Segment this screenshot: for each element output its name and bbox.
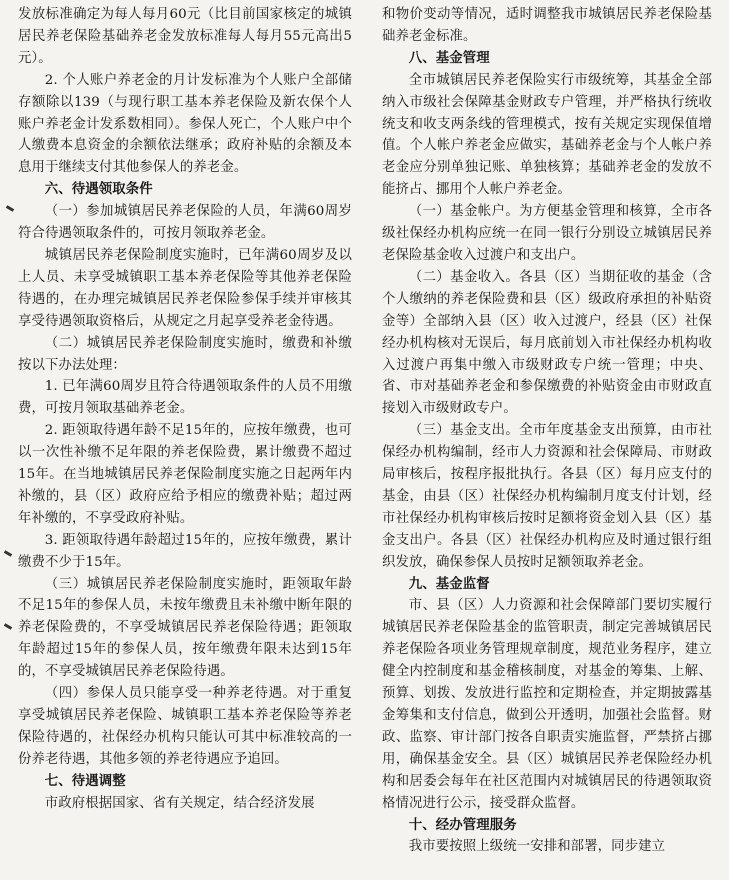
scan-mark bbox=[4, 623, 12, 630]
left-column bbox=[18, 4, 352, 815]
paragraph: （一）参加城镇居民养老保险的人员，年满60周岁符合待遇领取条件的，可按月领取养老金。 bbox=[18, 204, 352, 242]
paragraph: 和物价变动等情况，适时调整我市城镇居民养老保险基础养老金标准。 bbox=[382, 7, 712, 44]
paragraph: 市政府根据国家、省有关规定，结合经济发展 bbox=[44, 795, 315, 811]
paragraph: （一）基金帐户。为方便基金管理和核算，全市各级社保经办机构应统一在同一银行分别设立城镇居民养老保险基金收入过渡户和支出户。 bbox=[382, 204, 712, 263]
paragraph: （二）基金收入。各县（区）当期征收的基金（含个人缴纳的养老保险费和县（区）级政府承担的补贴资金等）全部纳入县（区）收入过渡户，经县（区）社保经办机构核对无误后，每月底前划入市社保经办机构收入过渡户再集中缴入市级财政专户统一管理；中央、省、市对基础养老金和参保缴费的补贴资金由市财政直接划入市级财政专户。 bbox=[382, 269, 712, 417]
section-heading: 八、基金管理 bbox=[408, 50, 490, 66]
paragraph: （三）城镇居民养老保险制度实施时，距领取年龄不足15年的参保人员，未按年缴费且未补缴中断年限的养老保险费的，不享受城镇居民养老保险待遇；距领取年龄超过15年的参保人员，按年缴费年限未达到15年的，不享受城镇居民养老保险待遇。 bbox=[18, 576, 352, 680]
paragraph: 1. 已年满60周岁且符合待遇领取条件的人员不用缴费，可按月领取基础养老金。 bbox=[18, 379, 352, 417]
paragraph: 市、县（区）人力资源和社会保障部门要切实履行城镇居民养老保险基金的监管职责，制定完善城镇居民养老保险各项业务管理规章制度，规范业务程序，建立健全内控制度和基金稽核制度，对基金的筹集、上解、预算、划拨、发放进行监控和定期检查，并定期披露基金筹集和支付信息，做到公开透明，加强社会监督。财政、监察、审计部门按各自职责实施监督，严禁挤占挪用，确保基金安全。县（区）城镇居民养老保险经办机构和居委会每年在社区范围内对城镇居民的待遇领取资格情况进行公示，接受群众监督。 bbox=[382, 598, 712, 811]
paragraph: 城镇居民养老保险制度实施时，已年满60周岁及以上人员、未享受城镇职工基本养老保险等其他养老保险待遇的，在办理完城镇居民养老保险参保手续并审核其享受待遇领取资格后，从规定之月起享受养老金待遇。 bbox=[18, 247, 352, 329]
paragraph: 3. 距领取待遇年龄超过15年的，应按年缴费，累计缴费不少于15年。 bbox=[18, 532, 352, 570]
paragraph: 我市要按照上级统一安排和部署，同步建立 bbox=[408, 839, 666, 855]
scan-mark bbox=[6, 205, 14, 212]
section-heading: 六、待遇领取条件 bbox=[44, 182, 153, 198]
paragraph: （二）城镇居民养老保险制度实施时，缴费和补缴按以下办法处理： bbox=[18, 335, 352, 373]
scan-mark bbox=[4, 550, 12, 557]
section-heading: 九、基金监督 bbox=[408, 576, 490, 592]
paragraph: （四）参保人员只能享受一种养老待遇。对于重复享受城镇居民养老保险、城镇职工基本养老保险等养老保险待遇的，社保经办机构只能认可其中标准较高的一份养老待遇，其他多领的养老待遇应予追回。 bbox=[18, 686, 352, 767]
paragraph: 全市城镇居民养老保险实行市级统筹，其基金全部纳入市级社会保障基金财政专户管理，并严格执行统收统支和收支两条线的管理模式，按有关规定实现保值增值。个人帐户养老金应做实，基础养老金与个人帐户养老金应分别单独记账、单独核算；基础养老金的发放不能挤占、挪用个人帐户养老金。 bbox=[382, 72, 712, 198]
right-column bbox=[382, 4, 712, 858]
paragraph: （三）基金支出。全市年度基金支出预算，由市社保经办机构编制，经市人力资源和社会保障局、市财政局审核后，按程序报批执行。各县（区）每月应支付的基金，由县（区）社保经办机构编制月度支付计划，经市社保经办机构审核后按时足额将资金划入县（区）基金支出户。各县（区）社保经办机构应及时通过银行组织发放，确保参保人员按时足额领取养老金。 bbox=[382, 423, 712, 570]
paragraph: 2. 个人账户养老金的月计发标准为个人账户全部储存额除以139（与现行职工基本养老保险及新农保个人账户养老金计发系数相同）。参保人死亡，个人账户中个人缴费本息资金的余额依法继承；政府补贴的余额及本息用于继续支付其他参保人的养老金。 bbox=[18, 72, 352, 176]
section-heading: 七、待遇调整 bbox=[44, 773, 126, 789]
section-heading: 十、经办管理服务 bbox=[408, 817, 517, 833]
paragraph: 2. 距领取待遇年龄不足15年的，应按年缴费，也可以一次性补缴不足年限的养老保险费，累计缴费不超过15年。在当地城镇居民养老保险制度实施之日起两年内补缴的，县（区）政府应给予相应的缴费补贴；超过两年补缴的，不享受政府补贴。 bbox=[18, 423, 352, 526]
paragraph: 发放标准确定为每人每月60元（比目前国家核定的城镇居民养老保险基础养老金发放标准每人每月55元高出5元）。 bbox=[18, 7, 352, 66]
